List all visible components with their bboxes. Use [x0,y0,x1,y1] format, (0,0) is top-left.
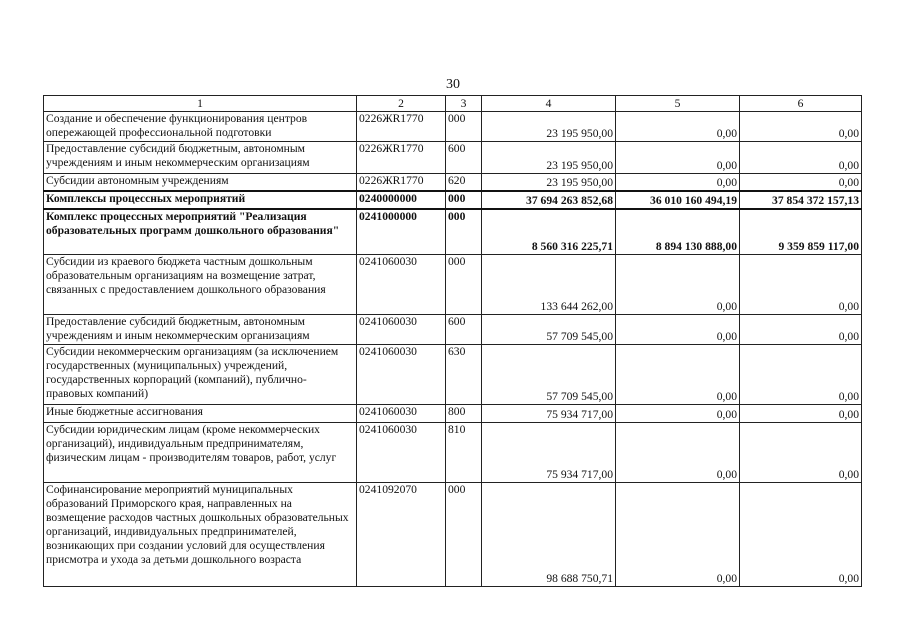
row-type-cell: 630 [446,345,482,405]
row-value-col5: 0,00 [616,345,740,405]
row-value-col6: 37 854 372 157,13 [740,191,862,209]
row-type-cell: 000 [446,191,482,209]
table-row [44,315,862,345]
row-name-cell: Создание и обеспечение функционирования центров опережающей профессиональной подготовки [44,112,357,142]
table-row [44,191,862,209]
table-row [44,142,862,174]
row-value-col6: 0,00 [740,112,862,142]
row-value-col4: 23 195 950,00 [482,142,616,174]
row-value-col5: 0,00 [616,112,740,142]
row-code-cell: 0241000000 [357,209,446,255]
row-value-col5: 0,00 [616,174,740,191]
column-header: 5 [616,96,740,112]
table-row [44,174,862,191]
row-type-cell: 000 [446,255,482,315]
row-code-cell: 0241060030 [357,345,446,405]
row-name-cell: Комплексы процессных мероприятий [44,191,357,209]
row-value-col4: 57 709 545,00 [482,345,616,405]
row-code-cell: 0241060030 [357,255,446,315]
row-value-col4: 98 688 750,71 [482,483,616,587]
row-type-cell: 620 [446,174,482,191]
row-value-col4: 37 694 263 852,68 [482,191,616,209]
row-type-cell: 600 [446,315,482,345]
row-name-cell: Предоставление субсидий бюджетным, автономным учреждениям и иным некоммерческим организациям [44,315,357,345]
row-code-cell: 0226ЖR1770 [357,142,446,174]
row-type-cell: 800 [446,405,482,423]
row-value-col5: 36 010 160 494,19 [616,191,740,209]
row-name-cell: Субсидии из краевого бюджета частным дошкольным образовательным организациям на возмещение затрат, связанных с предоставлением дошкольного образования [44,255,357,315]
row-value-col6: 0,00 [740,345,862,405]
table-row [44,483,862,587]
row-name-cell: Субсидии некоммерческим организациям (за исключением государственных (муниципальных) учреждений, государственных корпораций (компаний), публично-правовых компаний) [44,345,357,405]
row-value-col6: 0,00 [740,142,862,174]
row-code-cell: 0241092070 [357,483,446,587]
row-type-cell: 810 [446,423,482,483]
column-header: 1 [44,96,357,112]
row-code-cell: 0241060030 [357,315,446,345]
row-type-cell: 000 [446,112,482,142]
row-value-col5: 0,00 [616,142,740,174]
row-value-col6: 0,00 [740,483,862,587]
row-value-col6: 9 359 859 117,00 [740,209,862,255]
row-type-cell: 600 [446,142,482,174]
row-name-cell: Предоставление субсидий бюджетным, автономным учреждениям и иным некоммерческим организациям [44,142,357,174]
header-row [44,96,862,112]
column-header: 6 [740,96,862,112]
row-value-col4: 57 709 545,00 [482,315,616,345]
column-header: 2 [357,96,446,112]
row-value-col6: 0,00 [740,423,862,483]
row-name-cell: Субсидии автономным учреждениям [44,174,357,191]
row-name-cell: Иные бюджетные ассигнования [44,405,357,423]
row-value-col5: 0,00 [616,423,740,483]
row-code-cell: 0226ЖR1770 [357,174,446,191]
row-value-col5: 0,00 [616,483,740,587]
row-name-cell: Субсидии юридическим лицам (кроме некоммерческих организаций), индивидуальным предпринимателям, физическим лицам - производителям товаров, работ, услуг [44,423,357,483]
row-name-cell: Софинансирование мероприятий муниципальных образований Приморского края, направленных на возмещение расходов частных дошкольных образовательных организаций, индивидуальных предпринимателей, возникающих при создании условий для осуществления присмотра и ухода за детьми дошкольного возраста [44,483,357,587]
row-code-cell: 0241060030 [357,423,446,483]
table-row [44,209,862,255]
row-code-cell: 0240000000 [357,191,446,209]
column-header: 3 [446,96,482,112]
row-value-col5: 0,00 [616,255,740,315]
row-value-col4: 8 560 316 225,71 [482,209,616,255]
table-row [44,255,862,315]
row-value-col6: 0,00 [740,405,862,423]
row-value-col4: 23 195 950,00 [482,112,616,142]
row-code-cell: 0226ЖR1770 [357,112,446,142]
row-value-col4: 75 934 717,00 [482,423,616,483]
row-type-cell: 000 [446,483,482,587]
table-row [44,405,862,423]
row-value-col4: 133 644 262,00 [482,255,616,315]
row-value-col5: 0,00 [616,405,740,423]
row-name-cell: Комплекс процессных мероприятий "Реализация образовательных программ дошкольного образования" [44,209,357,255]
row-value-col6: 0,00 [740,174,862,191]
row-code-cell: 0241060030 [357,405,446,423]
row-value-col5: 0,00 [616,315,740,345]
row-value-col4: 75 934 717,00 [482,405,616,423]
row-type-cell: 000 [446,209,482,255]
row-value-col6: 0,00 [740,315,862,345]
row-value-col4: 23 195 950,00 [482,174,616,191]
table-row [44,345,862,405]
column-header: 4 [482,96,616,112]
table-row [44,423,862,483]
page-number: 30 [446,77,460,92]
row-value-col5: 8 894 130 888,00 [616,209,740,255]
row-value-col6: 0,00 [740,255,862,315]
budget-table [43,95,862,587]
table-row [44,112,862,142]
